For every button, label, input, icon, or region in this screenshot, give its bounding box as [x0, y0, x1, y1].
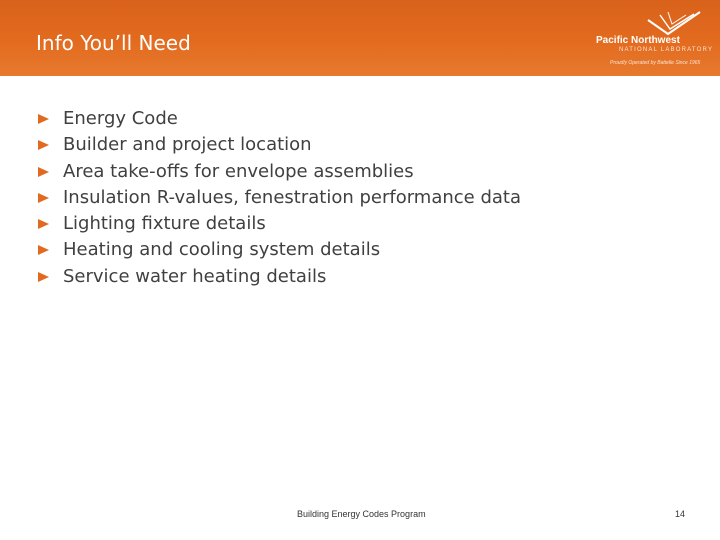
logo-subtitle: NATIONAL LABORATORY: [619, 47, 714, 53]
bullet-item: [36, 264, 521, 290]
pnnl-logo: [592, 10, 714, 70]
arrow-bullet-icon: [38, 219, 49, 229]
arrow-bullet-icon: [38, 193, 49, 203]
logo-name: Pacific Northwest: [596, 35, 680, 46]
arrow-bullet-icon: [38, 140, 49, 150]
bullet-item: [36, 159, 521, 185]
bullet-item: [36, 106, 521, 132]
arrow-bullet-icon: [38, 245, 49, 255]
bullet-text: Area take-offs for envelope assemblies: [63, 160, 414, 182]
bullet-list: [36, 106, 521, 290]
bullet-item: [36, 185, 521, 211]
bullet-item: [36, 211, 521, 237]
arrow-bullet-icon: [38, 272, 49, 282]
arrow-bullet-icon: [38, 114, 49, 124]
bullet-text: Lighting fixture details: [63, 213, 266, 235]
bullet-text: Energy Code: [63, 108, 178, 129]
slide-header: [0, 0, 720, 76]
bullet-text: Heating and cooling system details: [63, 239, 381, 261]
bullet-text: Builder and project location: [63, 134, 312, 156]
bullet-text: Service water heating details: [63, 265, 327, 287]
slide-title: Info You’ll Need: [36, 31, 191, 55]
bullet-item: [36, 132, 521, 158]
page-number: 14: [675, 509, 686, 519]
bullet-text: Insulation R-values, fenestration performance data: [63, 186, 522, 208]
pnnl-logo-icon: [646, 10, 702, 36]
footer-program: Building Energy Codes Program: [297, 509, 426, 519]
logo-tagline: Proudly Operated by Battelle Since 1965: [610, 60, 701, 66]
bullet-item: [36, 237, 521, 263]
arrow-bullet-icon: [38, 167, 49, 177]
